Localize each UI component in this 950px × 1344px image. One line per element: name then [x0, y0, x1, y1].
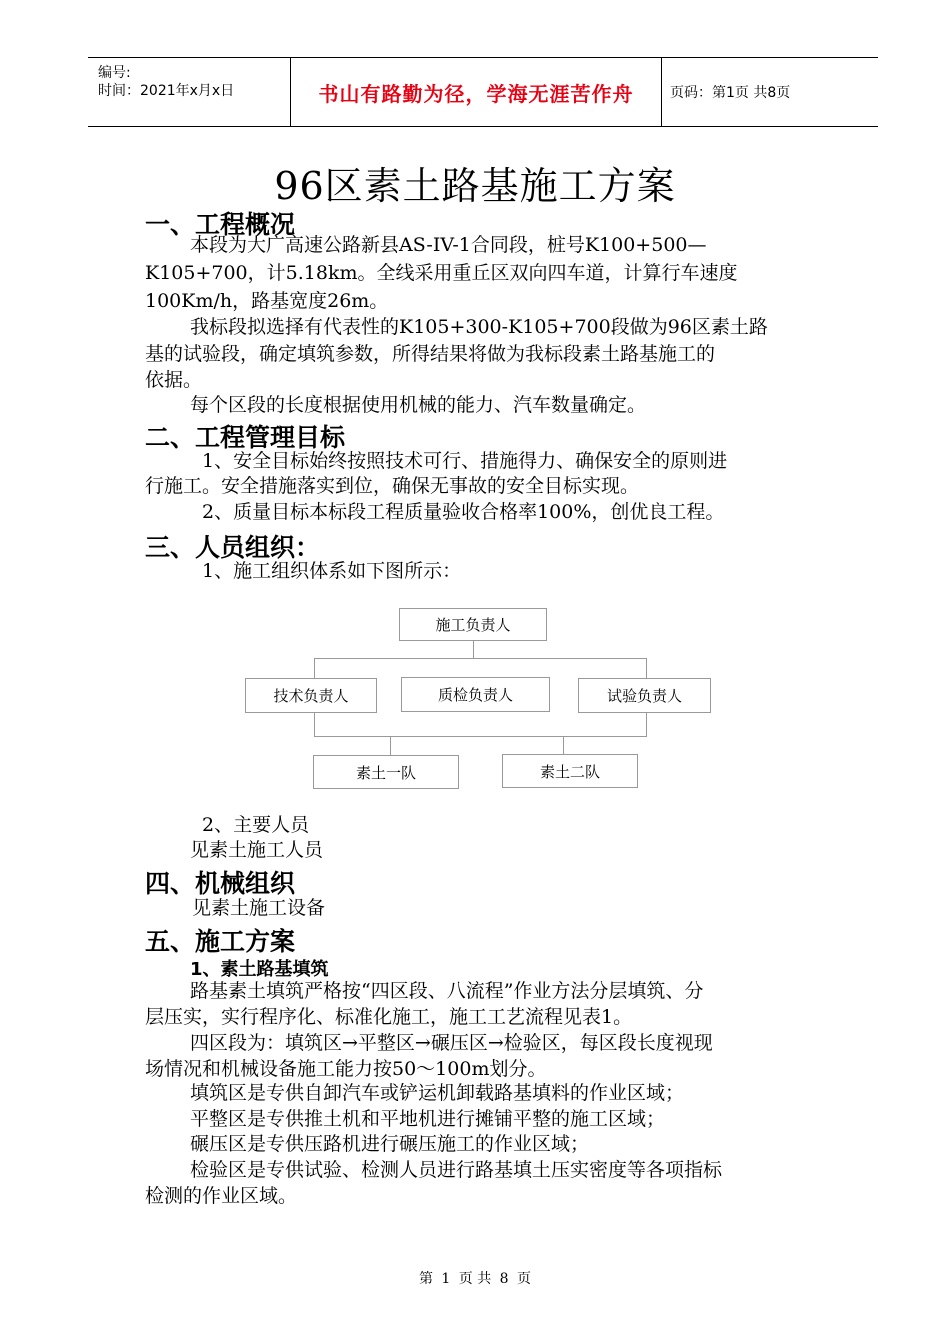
footer-total-pages: 8	[499, 1271, 509, 1287]
connector	[314, 658, 647, 659]
connector	[390, 736, 391, 755]
connector	[646, 658, 647, 678]
section-heading-1: 一、工程概况	[145, 210, 296, 239]
paragraph: 基的试验段，确定填筑参数，所得结果将做为我标段素土路基施工的	[145, 343, 716, 365]
paragraph: 行施工。安全措施落实到位，确保无事故的安全目标实现。	[145, 475, 640, 497]
connector	[646, 713, 647, 736]
paragraph: K105+700，计5.18km。全线采用重丘区双向四车道，计算行车速度	[145, 262, 738, 284]
paragraph: 我标段拟选择有代表性的K105+300-K105+700段做为96区素土路	[190, 316, 768, 338]
paragraph: 层压实，实行程序化、标准化施工，施工工艺流程见表1。	[145, 1006, 633, 1028]
connector	[314, 713, 315, 736]
serial-label: 编号:	[98, 65, 131, 81]
footer-current-page: 1	[441, 1271, 451, 1287]
connector	[314, 658, 315, 678]
paragraph: 检验区是专供试验、检测人员进行路基填土压实密度等各项指标	[190, 1159, 723, 1181]
paragraph: 见素土施工设备	[192, 897, 326, 919]
subsection-heading: 1、素土路基填筑	[190, 959, 329, 980]
footer-suffix: 页	[517, 1271, 532, 1287]
paragraph: 1、施工组织体系如下图所示：	[202, 560, 462, 582]
footer-mid: 页 共	[458, 1271, 492, 1287]
document-title: 96区素土路基施工方案	[274, 164, 676, 208]
time-label: 时间：2021年x月x日	[98, 83, 235, 99]
page-header	[88, 57, 878, 127]
paragraph: 碾压区是专供压路机进行碾压施工的作业区域；	[190, 1133, 590, 1155]
header-meta	[88, 58, 290, 126]
paragraph: 路基素土填筑严格按“四区段、八流程”作业方法分层填筑、分	[190, 980, 704, 1002]
paragraph: 2、质量目标本标段工程质量验收合格率100%，创优良工程。	[202, 501, 725, 523]
section-heading-3: 三、人员组织：	[145, 533, 321, 562]
org-box-team1: 素土一队	[313, 755, 459, 789]
paragraph: 100Km/h，路基宽度26m。	[145, 290, 389, 312]
paragraph: 平整区是专供推土机和平地机进行摊铺平整的施工区域；	[190, 1108, 666, 1130]
paragraph: 填筑区是专供自卸汽车或铲运机卸载路基填料的作业区域；	[190, 1082, 685, 1104]
connector	[314, 736, 647, 737]
org-box-top: 施工负责人	[399, 608, 547, 641]
section-heading-4: 四、机械组织	[145, 869, 296, 898]
paragraph: 场情况和机械设备施工能力按50～100m划分。	[145, 1058, 547, 1080]
org-box-qc: 质检负责人	[401, 677, 550, 712]
section-heading-5: 五、施工方案	[145, 927, 296, 956]
paragraph: 本段为大广高速公路新县AS-IV-1合同段，桩号K100+500—	[190, 234, 707, 256]
page-label: 页码：第1页 共8页	[670, 85, 791, 101]
section-heading-2: 二、工程管理目标	[145, 423, 346, 452]
org-box-tech: 技术负责人	[245, 678, 377, 713]
paragraph: 检测的作业区域。	[145, 1185, 298, 1207]
paragraph: 见素土施工人员	[190, 839, 324, 861]
org-box-team2: 素土二队	[502, 754, 638, 788]
connector	[473, 641, 474, 658]
paragraph: 2、主要人员	[202, 814, 310, 836]
footer-prefix: 第	[418, 1271, 433, 1287]
connector	[563, 736, 564, 755]
paragraph: 1、安全目标始终按照技术可行、措施得力、确保安全的原则进	[202, 450, 728, 472]
paragraph: 每个区段的长度根据使用机械的能力、汽车数量确定。	[190, 394, 647, 416]
page-footer	[0, 1268, 950, 1288]
header-page-cell	[662, 58, 878, 126]
org-box-test: 试验负责人	[578, 678, 711, 713]
header-motto-cell	[290, 58, 662, 126]
motto: 书山有路勤为径，学海无涯苦作舟	[318, 81, 634, 106]
paragraph: 依据。	[145, 369, 203, 391]
paragraph: 四区段为：填筑区→平整区→碾压区→检验区，每区段长度视现	[190, 1032, 713, 1054]
